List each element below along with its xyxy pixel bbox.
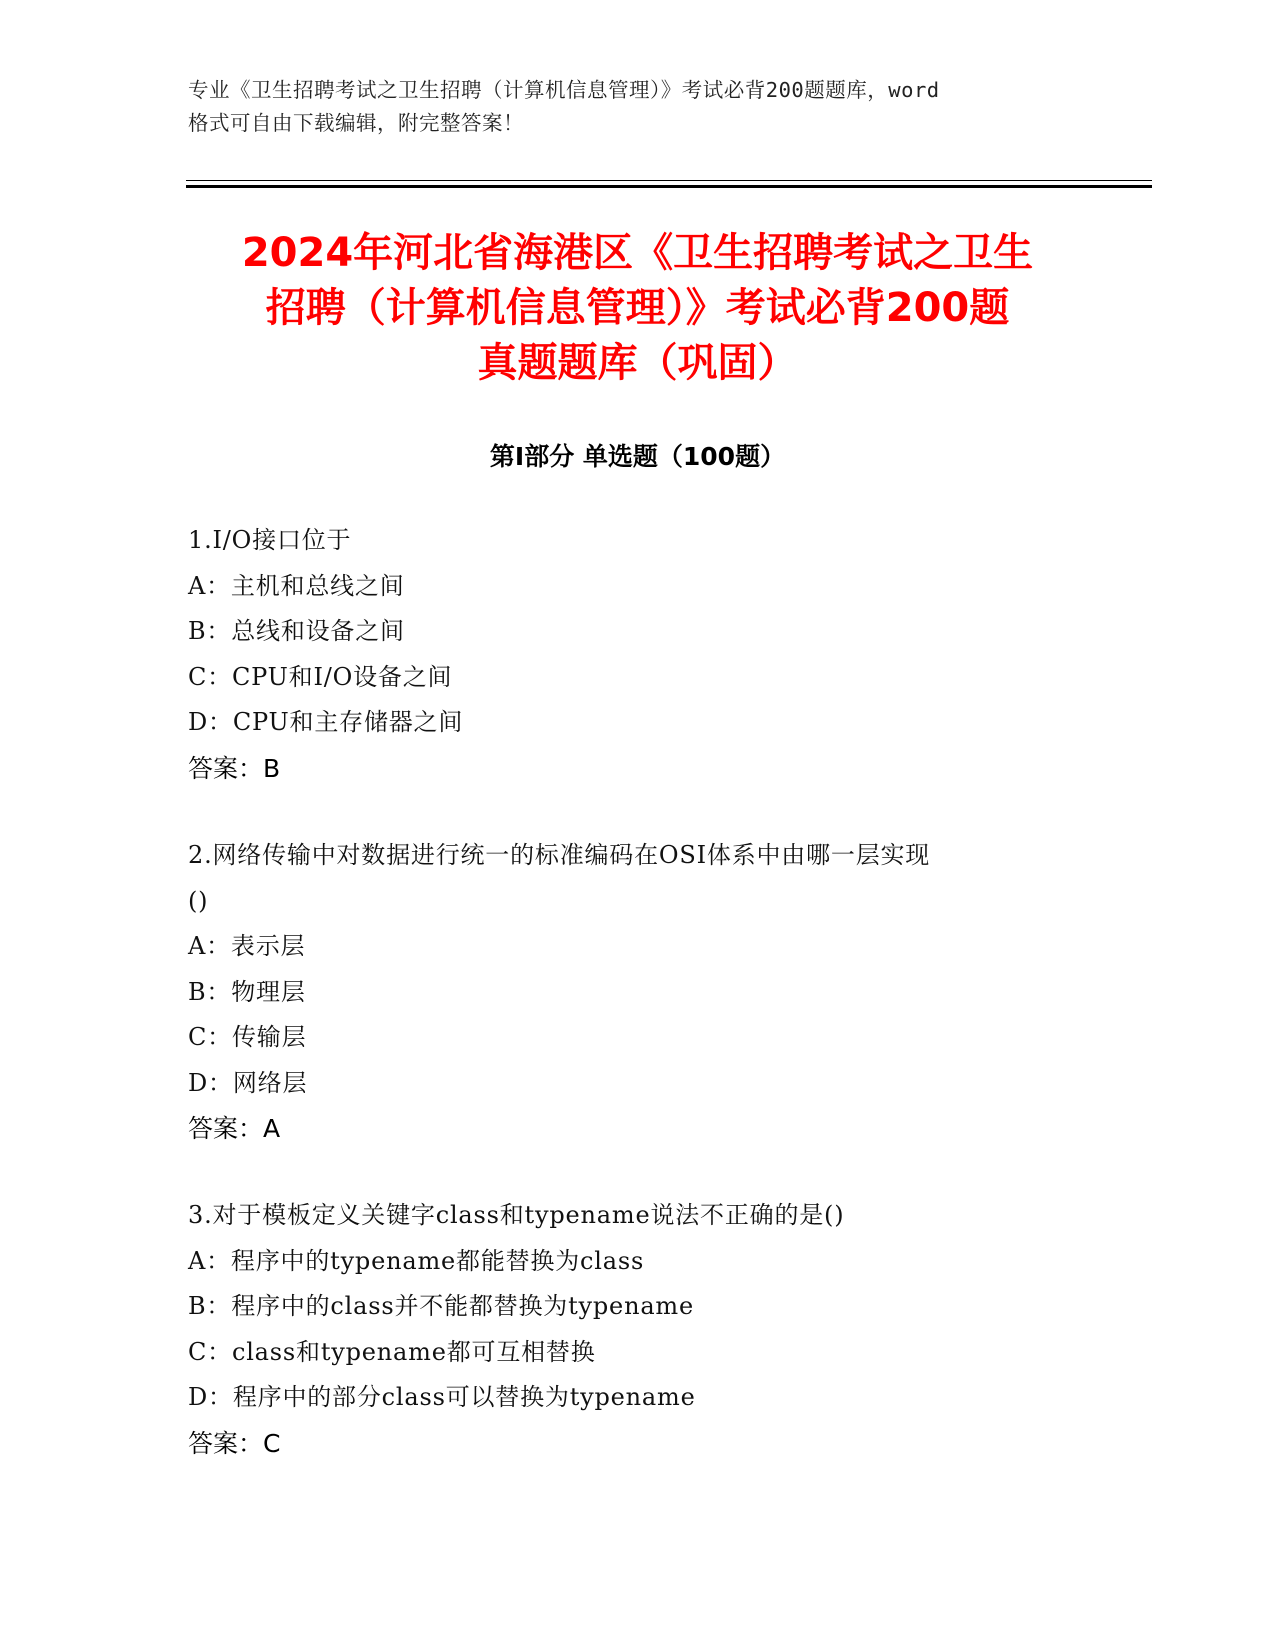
option-a: A：主机和总线之间 xyxy=(188,571,405,600)
option-c: C：CPU和I/O设备之间 xyxy=(188,662,453,691)
document-title-line-1: 2024年河北省海港区《卫生招聘考试之卫生 xyxy=(241,230,1034,276)
question-2 xyxy=(188,833,1068,1152)
header-note-line-2: 格式可自由下载编辑，附完整答案！ xyxy=(188,111,524,135)
option-d: D：网络层 xyxy=(188,1068,308,1097)
question-stem: 2.网络传输中对数据进行统一的标准编码在OSI体系中由哪一层实现 xyxy=(188,841,931,869)
option-b: B：程序中的class并不能都替换为typename xyxy=(188,1292,694,1320)
question-stem-continued: () xyxy=(188,886,209,915)
question-stem: 1.I/O接口位于 xyxy=(188,526,352,554)
option-d: D：程序中的部分class可以替换为typename xyxy=(188,1383,696,1411)
question-3 xyxy=(188,1193,1068,1466)
option-b: B：总线和设备之间 xyxy=(188,617,405,645)
section-title: 第Ⅰ部分 单选题（100题） xyxy=(489,442,786,471)
option-a: A：程序中的typename都能替换为class xyxy=(188,1246,645,1275)
header-note-line-1: 专业《卫生招聘考试之卫生招聘（计算机信息管理）》考试必背200题题库，word xyxy=(188,78,940,102)
answer: 答案：C xyxy=(188,1428,281,1458)
answer: 答案：A xyxy=(188,1114,281,1143)
option-c: C：class和typename都可互相替换 xyxy=(188,1337,596,1366)
option-d: D：CPU和主存储器之间 xyxy=(188,708,464,736)
option-b: B：物理层 xyxy=(188,977,306,1006)
document-title xyxy=(150,226,1125,391)
question-1 xyxy=(188,518,1068,791)
document-title-line-2: 招聘（计算机信息管理）》考试必背200题 xyxy=(265,285,1010,331)
document-title-line-3: 真题题库（巩固） xyxy=(477,340,798,386)
answer: 答案：B xyxy=(188,753,281,783)
header-divider-thick xyxy=(186,185,1152,188)
option-c: C：传输层 xyxy=(188,1023,307,1051)
header-divider-thin xyxy=(186,180,1152,181)
option-a: A：表示层 xyxy=(188,932,306,960)
header-note xyxy=(188,74,1088,140)
question-stem: 3.对于模板定义关键字class和typename说法不正确的是() xyxy=(188,1201,845,1229)
